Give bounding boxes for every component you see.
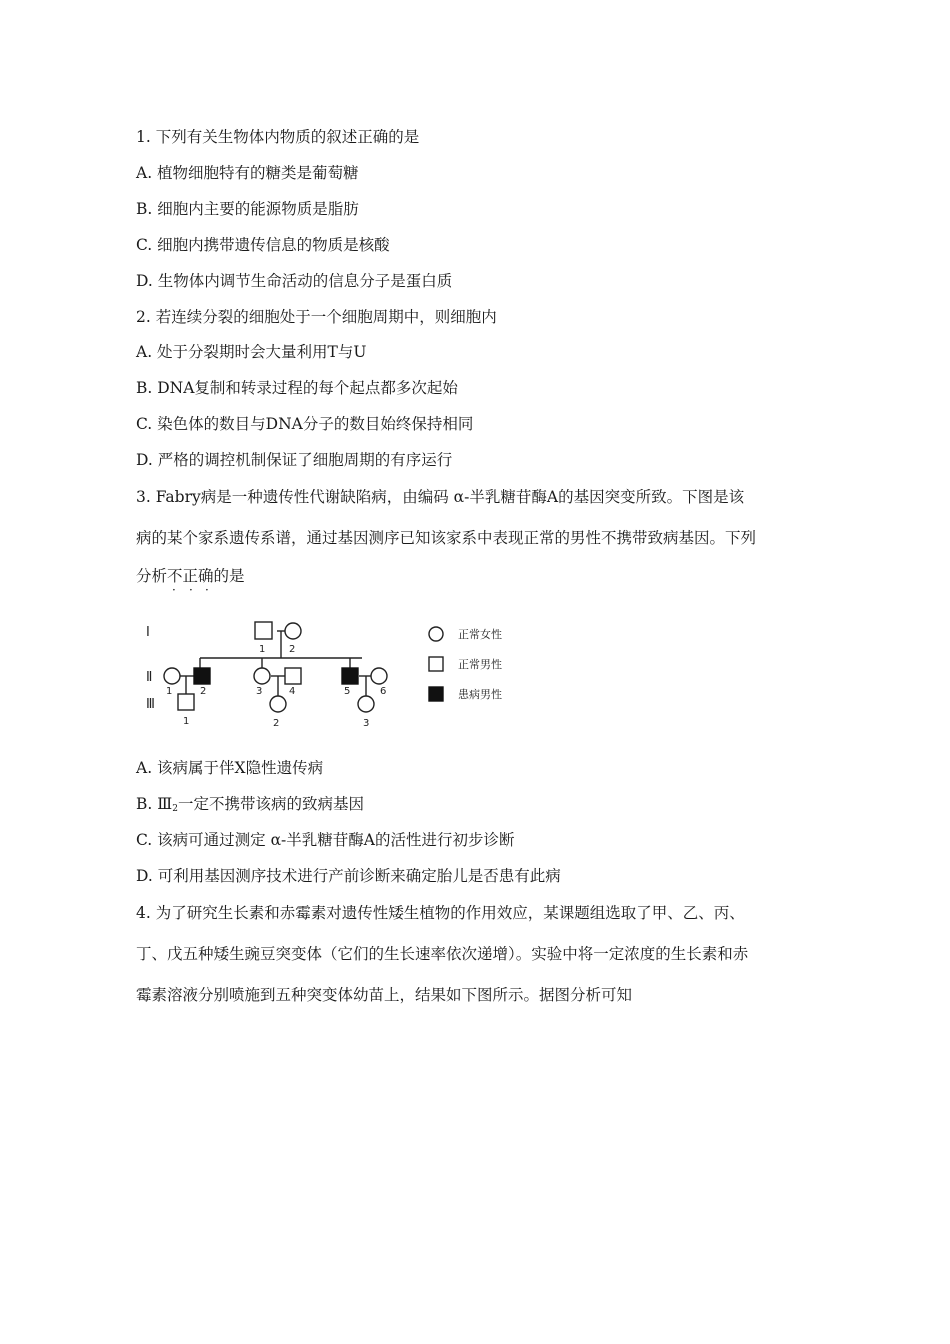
q1-stem: 1. 下列有关生物体内物质的叙述正确的是 xyxy=(136,128,420,146)
q2-option-c: C. 染色体的数目与DNA分子的数目始终保持相同 xyxy=(136,415,474,433)
q1-option-b: B. 细胞内主要的能源物质是脂肪 xyxy=(136,200,359,218)
ii1-label: 1 xyxy=(166,686,173,697)
legend-normal-male: 正常男性 xyxy=(458,658,502,671)
q3-stem-line2: 病的某个家系遗传系谱，通过基因测序已知该家系中表现正常的男性不携带致病基因。下列 xyxy=(136,529,757,547)
legend-female-symbol xyxy=(429,627,443,641)
ii3-label: 3 xyxy=(256,686,263,697)
q3-option-a: A. 该病属于伴X隐性遗传病 xyxy=(136,759,324,777)
q2-option-b: B. DNA复制和转录过程的每个起点都多次起始 xyxy=(136,379,458,397)
generation-label-iii: Ⅲ xyxy=(146,697,155,712)
emphasis-dot: · xyxy=(205,583,209,597)
generation-label-ii: Ⅱ xyxy=(146,670,153,685)
ii5-label: 5 xyxy=(344,686,351,697)
q3-option-b xyxy=(136,794,364,819)
q3-option-d: D. 可利用基因测序技术进行产前诊断来确定胎儿是否患有此病 xyxy=(136,867,561,885)
q1-option-a: A. 植物细胞特有的糖类是葡萄糖 xyxy=(136,164,359,182)
generation-label-i: Ⅰ xyxy=(146,625,150,640)
ii4-normal-male xyxy=(285,668,301,684)
iii1-label: 1 xyxy=(183,716,190,727)
ii5-affected-male xyxy=(342,668,358,684)
legend-affected-male: 患病男性 xyxy=(458,688,502,701)
ii2-label: 2 xyxy=(200,686,207,697)
q3-stem-line1: 3. Fabry病是一种遗传性代谢缺陷病，由编码 α-半乳糖苷酶A的基因突变所致。下图是该 xyxy=(136,488,745,506)
i1-normal-male xyxy=(255,622,272,639)
ii6-normal-female xyxy=(371,668,387,684)
q1-option-d: D. 生物体内调节生命活动的信息分子是蛋白质 xyxy=(136,272,453,290)
ii4-label: 4 xyxy=(289,686,296,697)
iii3-label: 3 xyxy=(363,718,370,729)
q3-option-b-text: 一定不携带该病的致病基因 xyxy=(177,795,364,813)
q2-option-a: A. 处于分裂期时会大量利用T与U xyxy=(136,343,367,361)
emphasis-dot: · xyxy=(189,583,193,597)
legend-normal-female: 正常女性 xyxy=(458,628,502,641)
q2-option-d: D. 严格的调控机制保证了细胞周期的有序运行 xyxy=(136,451,453,469)
ii2-affected-male xyxy=(194,668,210,684)
q4-stem-line3: 霉素溶液分别喷施到五种突变体幼苗上，结果如下图所示。据图分析可知 xyxy=(136,986,633,1004)
q3-stem-line3: 分析不正确的是 xyxy=(136,567,245,585)
q3-option-b-prefix: B. Ⅲ xyxy=(136,795,173,813)
iii2-normal-female xyxy=(270,696,286,712)
legend-male-symbol xyxy=(429,657,443,671)
iii1-normal-male xyxy=(178,694,194,710)
q3-option-b-subscript: 2 xyxy=(172,804,178,814)
ii6-label: 6 xyxy=(380,686,387,697)
i2-normal-female xyxy=(285,623,301,639)
i1-label: 1 xyxy=(259,644,266,655)
q1-option-c: C. 细胞内携带遗传信息的物质是核酸 xyxy=(136,236,390,254)
q4-stem-line1: 4. 为了研究生长素和赤霉素对遗传性矮生植物的作用效应，某课题组选取了甲、乙、丙、 xyxy=(136,904,745,922)
emphasis-dot: · xyxy=(172,583,176,597)
legend-affected-male-symbol xyxy=(429,687,443,701)
q3-option-c: C. 该病可通过测定 α-半乳糖苷酶A的活性进行初步诊断 xyxy=(136,831,515,849)
iii3-normal-female xyxy=(358,696,374,712)
q2-stem: 2. 若连续分裂的细胞处于一个细胞周期中，则细胞内 xyxy=(136,308,497,326)
pedigree-chart xyxy=(130,612,530,737)
q4-stem-line2: 丁、戊五种矮生豌豆突变体（它们的生长速率依次递增）。实验中将一定浓度的生长素和赤 xyxy=(136,945,749,963)
ii3-normal-female xyxy=(254,668,270,684)
ii1-normal-female xyxy=(164,668,180,684)
i2-label: 2 xyxy=(289,644,296,655)
iii2-label: 2 xyxy=(273,718,280,729)
